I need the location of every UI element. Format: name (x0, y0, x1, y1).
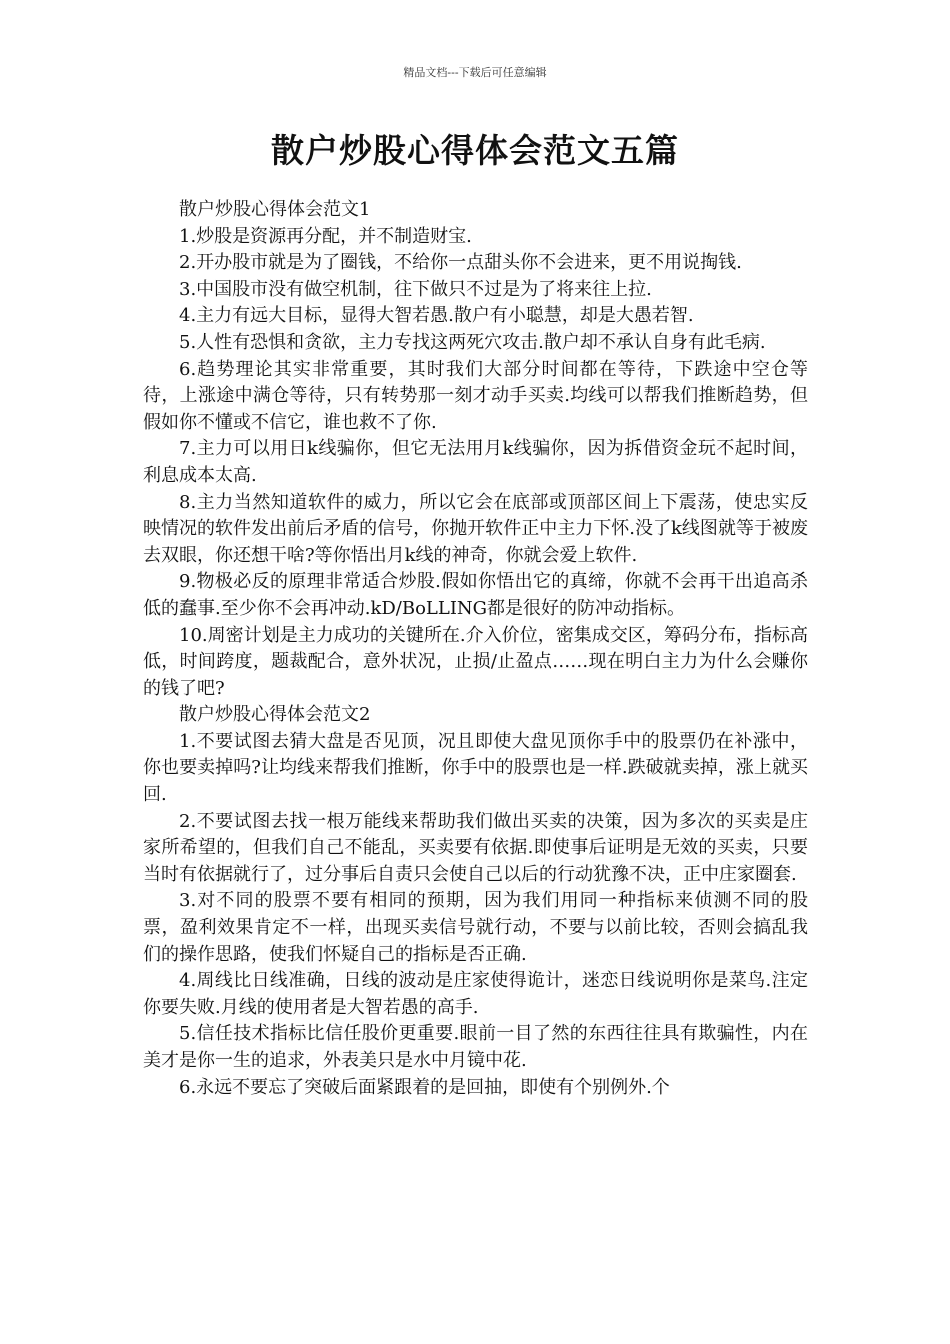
paragraph: 3.中国股市没有做空机制，往下做只不过是为了将来往上拉. (179, 278, 652, 300)
paragraph: 1.炒股是资源再分配，并不制造财宝. (179, 225, 472, 247)
section-heading: 散户炒股心得体会范文2 (179, 704, 371, 726)
paragraph: 4.主力有远大目标，显得大智若愚.散户有小聪慧，却是大愚若智. (179, 305, 694, 327)
paragraph: 9.物极必反的原理非常适合炒股.假如你悟出它的真缔，你就不会再干出追高杀低的蠢事.至少你不会再冲动.kD/BoLLING都是很好的防冲动指标。 (143, 571, 808, 619)
paragraph: 10.周密计划是主力成功的关键所在.介入价位，密集成交区，筹码分布，指标高低，时间跨度，题裁配合，意外状况，止损/止盈点……现在明白主力为什么会赚你的钱了吧? (143, 624, 808, 699)
paragraph: 5.信任技术指标比信任股价更重要.眼前一目了然的东西往往具有欺骗性，内在美才是你一生的追求，外表美只是水中月镜中花. (143, 1023, 808, 1071)
paragraph: 1.不要试图去猜大盘是否见顶，况且即使大盘见顶你手中的股票仍在补涨中，你也要卖掉吗?让均线来帮我们推断，你手中的股票也是一样.跌破就卖掉，涨上就买回. (143, 730, 808, 806)
document-title: 散户炒股心得体会范文五篇 (271, 131, 679, 170)
document-body (143, 197, 808, 1101)
paragraph: 4.周线比日线准确，日线的波动是庄家使得诡计，迷恋日线说明你是菜鸟.注定你要失败.月线的使用者是大智若愚的高手. (143, 970, 808, 1018)
paragraph: 3.对不同的股票不要有相同的预期，因为我们用同一种指标来侦测不同的股票，盈利效果肯定不一样，出现买卖信号就行动，不要与以前比较，否则会搞乱我们的操作思路，使我们怀疑自己的指标是否正确. (143, 890, 808, 965)
paragraph: 5.人性有恐惧和贪欲，主力专找这两死穴攻击.散户却不承认自身有此毛病. (179, 331, 766, 353)
header-note: 精品文档---下载后可任意编辑 (403, 66, 547, 79)
paragraph: 2.不要试图去找一根万能线来帮助我们做出买卖的决策，因为多次的买卖是庄家所希望的，但我们自己不能乱，买卖要有依据.即使事后证明是无效的买卖，只要当时有依据就行了，过分事后自责只会使自己以后的行动犹豫不决，正中庄家圈套. (143, 810, 808, 885)
paragraph: 7.主力可以用日k线骗你，但它无法用月k线骗你，因为拆借资金玩不起时间，利息成本太高. (143, 438, 808, 486)
paragraph: 2.开办股市就是为了圈钱，不给你一点甜头你不会进来，更不用说掏钱. (179, 252, 742, 274)
paragraph: 6.趋势理论其实非常重要，其时我们大部分时间都在等待，下跌途中空仓等待，上涨途中满仓等待，只有转势那一刻才动手买卖.均线可以帮我们推断趋势，但假如你不懂或不信它，谁也救不了你. (143, 358, 808, 433)
section-heading: 散户炒股心得体会范文1 (179, 199, 371, 220)
paragraph: 6.永远不要忘了突破后面紧跟着的是回抽，即使有个别例外.个 (179, 1076, 670, 1098)
paragraph: 8.主力当然知道软件的威力，所以它会在底部或顶部区间上下震荡，使忠实反映情况的软件发出前后矛盾的信号，你抛开软件正中主力下怀.没了k线图就等于被废去双眼，你还想干啥?等你悟出月k线的神奇，你就会爱上软件. (143, 491, 808, 566)
